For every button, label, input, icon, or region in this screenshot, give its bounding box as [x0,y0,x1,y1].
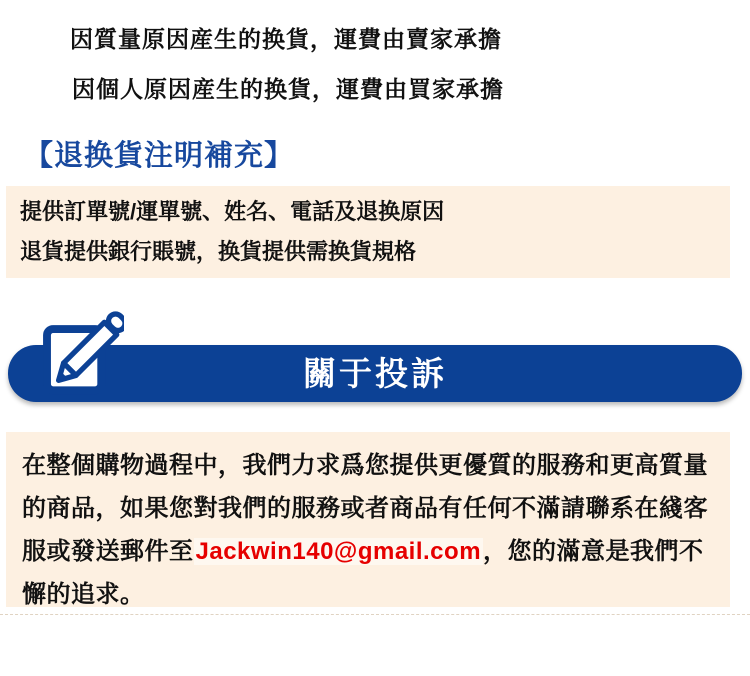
return-notes-panel [6,186,730,278]
complaint-text-before-email: 在整個購物過程中，我們力求爲您提供更優質的服務和更高質量的商品，如果您對我們的服務或者商品有任何不滿請聯系在綫客服或發送郵件至 [22,452,708,565]
pencil-note-icon [40,304,124,396]
complaint-panel [6,432,730,607]
bottom-dashed-divider [0,614,750,615]
personal-reason-line: 因個人原因産生的换貨，運費由買家承擔 [72,76,504,102]
quality-reason-line: 因質量原因産生的换貨，運費由賣家承擔 [70,26,502,52]
return-notes-line-bank: 退貨提供銀行賬號，换貨提供需换貨規格 [20,239,417,264]
return-notes-heading: 【退换貨注明補充】 [24,140,295,172]
complaint-banner-title: 關于投訴 [303,355,447,392]
complaint-text-after-email: ，您的滿意是我們不懈的追求。 [22,538,704,608]
return-notes-line-order: 提供訂單號/運單號、姓名、電話及退换原因 [20,199,445,224]
contact-email: Jackwin140@gmail.com [195,538,482,565]
complaint-paragraph [22,444,714,616]
